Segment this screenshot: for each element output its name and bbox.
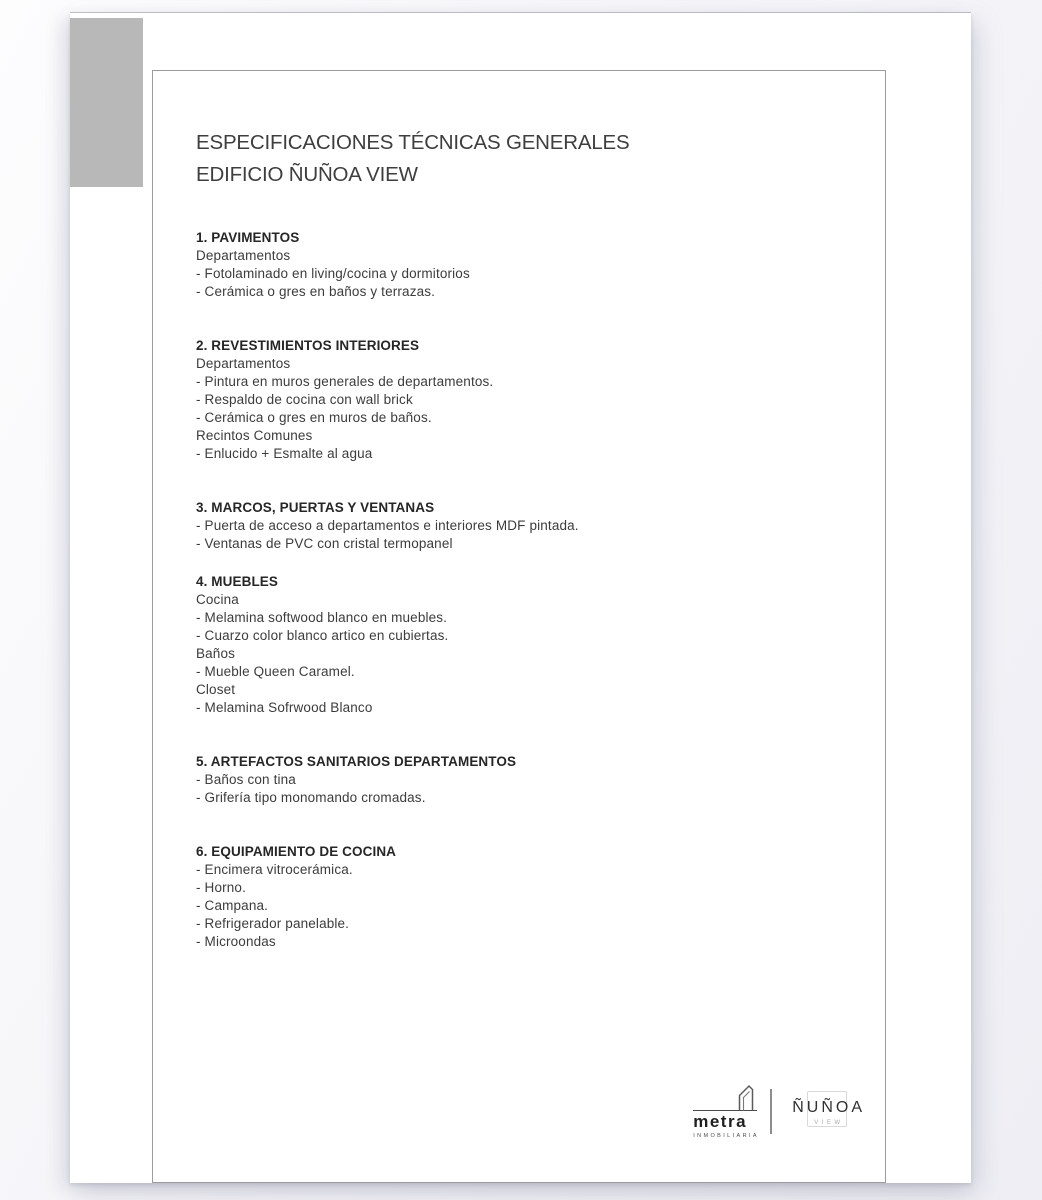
page-title-line-1: ESPECIFICACIONES TÉCNICAS GENERALES: [196, 131, 630, 154]
nunoa-wordmark: ÑUÑOA: [792, 1098, 865, 1116]
metra-subtitle: INMOBILIARIA: [693, 1133, 759, 1139]
metra-logo: [693, 1083, 757, 1139]
spec-line: Closet: [196, 682, 236, 697]
spec-line: - Melamina softwood blanco en muebles.: [196, 610, 448, 625]
nunoa-view-label: VIEW: [814, 1119, 844, 1126]
spec-line: - Puerta de acceso a departamentos e interiores MDF pintada.: [196, 518, 579, 533]
spec-line: - Fotolaminado en living/cocina y dormitorios: [196, 266, 470, 281]
spec-line: - Refrigerador panelable.: [196, 916, 350, 931]
page-title-line-2: EDIFICIO ÑUÑOA VIEW: [196, 163, 418, 186]
spec-line: Cocina: [196, 592, 239, 607]
spec-section: [196, 337, 845, 463]
spec-line: - Cerámica o gres en muros de baños.: [196, 410, 432, 425]
spec-line: - Campana.: [196, 898, 269, 913]
page-title: [196, 127, 845, 191]
section-heading: 1. PAVIMENTOS: [196, 230, 300, 245]
gray-accent-block: [70, 18, 143, 187]
spec-section: [196, 573, 845, 717]
section-heading: 2. REVESTIMIENTOS INTERIORES: [196, 338, 420, 353]
spec-line: - Pintura en muros generales de departamentos.: [196, 374, 494, 389]
spec-line: - Grifería tipo monomando cromadas.: [196, 790, 426, 805]
section-heading: 3. MARCOS, PUERTAS Y VENTANAS: [196, 500, 435, 515]
spec-line: - Enlucido + Esmalte al agua: [196, 446, 373, 461]
spec-line: - Cuarzo color blanco artico en cubiertas.: [196, 628, 449, 643]
spec-line: - Ventanas de PVC con cristal termopanel: [196, 536, 453, 551]
spec-line: - Baños con tina: [196, 772, 296, 787]
spec-line: - Microondas: [196, 934, 276, 949]
section-heading: 6. EQUIPAMIENTO DE COCINA: [196, 844, 397, 859]
spec-section: [196, 499, 845, 553]
nunoa-view-logo: [785, 1091, 869, 1132]
logo-divider: [770, 1089, 772, 1134]
metra-wordmark: metra: [693, 1112, 748, 1131]
spec-line: - Mueble Queen Caramel.: [196, 664, 355, 679]
content-frame: [152, 70, 886, 1183]
spec-line: - Respaldo de cocina con wall brick: [196, 392, 413, 407]
spec-line: Recintos Comunes: [196, 428, 313, 443]
spec-line: - Horno.: [196, 880, 246, 895]
sections-container: [196, 229, 845, 951]
document-page: [70, 13, 971, 1183]
section-heading: 4. MUEBLES: [196, 574, 279, 589]
spec-section: [196, 843, 845, 951]
footer-logos: [693, 1083, 869, 1139]
metra-icon-row: [693, 1083, 757, 1111]
spec-line: - Cerámica o gres en baños y terrazas.: [196, 284, 436, 299]
building-icon: [733, 1083, 757, 1110]
spec-line: - Melamina Sofrwood Blanco: [196, 700, 373, 715]
spec-line: Baños: [196, 646, 236, 661]
spec-line: - Encimera vitrocerámica.: [196, 862, 353, 877]
spec-line: Departamentos: [196, 356, 291, 371]
section-heading: 5. ARTEFACTOS SANITARIOS DEPARTAMENTOS: [196, 754, 517, 769]
spec-section: [196, 753, 845, 807]
spec-section: [196, 229, 845, 301]
spec-line: Departamentos: [196, 248, 291, 263]
